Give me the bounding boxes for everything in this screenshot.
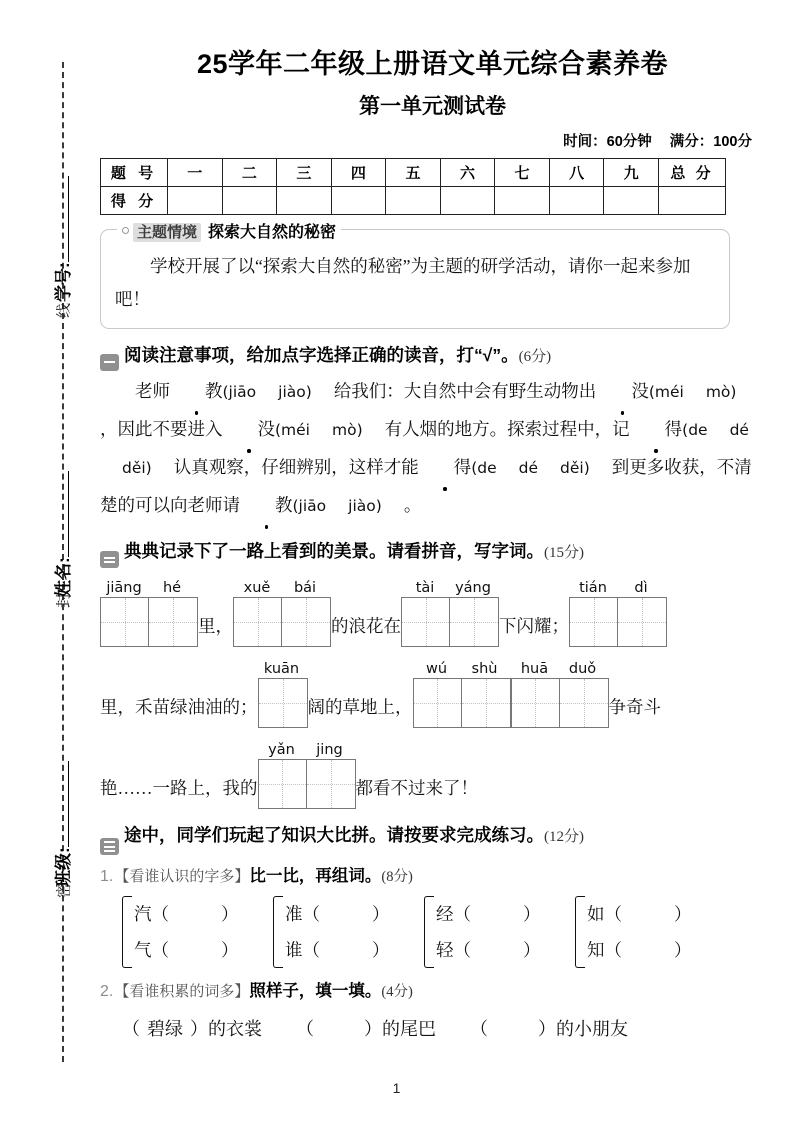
writing-row xyxy=(100,742,765,809)
pinyin-option[interactable]: dé xyxy=(729,420,749,439)
tianzige-cell[interactable] xyxy=(512,679,560,727)
subquestion-2-number: 2. xyxy=(100,983,114,1001)
tianzige-cells xyxy=(401,597,499,647)
subquestion-1-text: 比一比，再组词。 xyxy=(249,867,382,886)
tianzige-block xyxy=(569,580,667,647)
passage-text: ，因此不要进入 xyxy=(100,418,223,439)
subquestion-2-tag: 【看谁积累的词多】 xyxy=(114,984,250,1001)
seal-field-student-id-label: 学号: xyxy=(54,262,73,302)
seal-word-feng: 封 xyxy=(55,593,73,609)
pinyin-syllable: huā xyxy=(520,661,549,678)
character-pair-groups xyxy=(100,896,765,968)
score-table-col-3: 三 xyxy=(277,159,332,187)
tianzige-cell[interactable] xyxy=(259,760,307,808)
brace-icon xyxy=(424,896,434,968)
pinyin-option[interactable]: děi) xyxy=(122,458,152,477)
writing-row-text: 里，禾苗绿油油的； xyxy=(100,697,258,718)
pinyin-hint xyxy=(569,580,667,597)
pinyin-syllable: tài xyxy=(415,580,435,597)
pinyin-syllable: shù xyxy=(471,661,498,678)
score-table-col-7: 七 xyxy=(495,159,550,187)
closing-paren: ） xyxy=(221,904,239,925)
character-label: 汽（ xyxy=(134,904,169,925)
pinyin-hint xyxy=(413,661,511,678)
score-cell-5[interactable] xyxy=(386,187,441,215)
subquestion-1-heading xyxy=(100,862,765,886)
pinyin-option[interactable]: (méi xyxy=(648,382,684,401)
score-table-col-6: 六 xyxy=(440,159,495,187)
pinyin-syllable: xuě xyxy=(243,580,271,597)
exam-total-label: 满分：100分 xyxy=(669,134,752,150)
score-table-row-label-1: 得 分 xyxy=(101,187,168,215)
fill-in-item xyxy=(122,1015,262,1041)
pinyin-syllable: kuān xyxy=(263,661,300,678)
passage-text: 到更多收获，不清楚的可以向老师请 xyxy=(100,456,752,515)
seal-field-class-label: 班级: xyxy=(54,847,73,887)
section-badge-1-icon xyxy=(100,354,119,371)
writing-row-text: 争奇斗 xyxy=(608,697,661,718)
character-label: 气（ xyxy=(134,940,169,961)
section-title-3: 途中，同学们玩起了知识大比拼。请按要求完成练习。 xyxy=(124,825,544,846)
closing-paren: ） xyxy=(372,940,390,961)
character-pair-group xyxy=(273,896,424,968)
pinyin-hint xyxy=(511,661,609,678)
section-title-1: 阅读注意事项，给加点字选择正确的读音，打“√”。 xyxy=(124,345,519,365)
tianzige-cell[interactable] xyxy=(414,679,462,727)
tianzige-cells xyxy=(100,597,198,647)
table-row-scores xyxy=(101,187,726,215)
character-label: 知（ xyxy=(587,940,622,961)
tianzige-block xyxy=(233,580,331,647)
pinyin-syllable: wú xyxy=(425,661,448,678)
tianzige-cell[interactable] xyxy=(307,760,355,808)
seal-word-xian: 线 xyxy=(55,303,73,319)
pinyin-writing-area xyxy=(100,580,765,809)
tianzige-block xyxy=(100,580,198,647)
seal-field-name xyxy=(49,447,73,597)
tianzige-cells xyxy=(413,678,511,728)
score-table-col-9: 九 xyxy=(604,159,659,187)
writing-row-text: 下闪耀； xyxy=(499,616,569,637)
table-row-question-numbers xyxy=(101,159,726,187)
character-label: 轻（ xyxy=(436,940,471,961)
theme-situation-tag: 主题情境 xyxy=(133,223,201,242)
character-pair-line[interactable] xyxy=(134,932,239,968)
pinyin-option[interactable]: mò) xyxy=(332,420,363,439)
score-table-col-5: 五 xyxy=(386,159,441,187)
seal-field-student-id xyxy=(49,152,73,302)
pinyin-option[interactable]: dé xyxy=(518,458,539,477)
score-cell-2[interactable] xyxy=(222,187,277,215)
seal-word-mi: 密 xyxy=(55,883,73,899)
subquestion-2-points: (4分) xyxy=(381,984,413,1001)
theme-situation-header xyxy=(117,219,341,242)
writing-row xyxy=(100,580,765,647)
tianzige-cell[interactable] xyxy=(402,598,450,646)
score-cell-total[interactable] xyxy=(659,187,726,215)
seal-field-class xyxy=(49,737,73,887)
opening-paren: （ xyxy=(470,1019,488,1040)
tianzige-cell[interactable] xyxy=(149,598,197,646)
writing-row-text: 阔的草地上， xyxy=(307,697,413,718)
subquestion-2-text: 照样子，填一填。 xyxy=(249,982,382,1001)
tianzige-cell[interactable] xyxy=(282,598,330,646)
pinyin-option[interactable]: (de xyxy=(682,420,708,439)
writing-row-text: 艳……一路上，我的 xyxy=(100,778,258,799)
writing-row-text: 都看不过来了！ xyxy=(355,778,478,799)
pinyin-option[interactable]: (jiāo xyxy=(222,382,257,401)
passage-text: 有人烟的地方。探索过程中，记 xyxy=(384,418,630,439)
fill-in-noun: ）的衣裳 xyxy=(190,1019,262,1040)
pinyin-syllable: yǎn xyxy=(268,742,295,759)
score-table-col-8: 八 xyxy=(549,159,604,187)
character-label: 谁（ xyxy=(285,940,320,961)
character-label: 经（ xyxy=(436,904,471,925)
score-cell-6[interactable] xyxy=(440,187,495,215)
page-title: 25学年二年级上册语文单元综合素养卷 xyxy=(196,49,669,79)
score-table-col-total: 总 分 xyxy=(659,159,726,187)
section-badge-2-icon xyxy=(100,551,119,568)
pinyin-hint xyxy=(100,580,198,597)
section-heading-2 xyxy=(100,538,765,567)
tianzige-cells xyxy=(258,759,356,809)
section-heading-3 xyxy=(100,822,765,853)
fill-in-noun: ）的尾巴 xyxy=(364,1019,436,1040)
character-pair-lines xyxy=(587,896,692,968)
tianzige-cell[interactable] xyxy=(618,598,666,646)
pinyin-syllable: hé xyxy=(162,580,182,597)
fill-in-noun: ）的小朋友 xyxy=(538,1019,628,1040)
score-table-col-1: 一 xyxy=(168,159,223,187)
pinyin-hint xyxy=(258,661,308,678)
tianzige-cell[interactable] xyxy=(234,598,282,646)
score-table-row-label-0: 题 号 xyxy=(101,159,168,187)
theme-situation-name: 探索大自然的秘密 xyxy=(208,224,337,241)
subquestion-1-points: (8分) xyxy=(381,869,413,886)
pinyin-syllable: tián xyxy=(579,580,607,597)
page-number: 1 xyxy=(392,1080,401,1096)
tianzige-cells xyxy=(569,597,667,647)
dotted-character: 教 xyxy=(170,373,223,410)
section-points-1: (6分) xyxy=(518,349,552,365)
character-pair-group xyxy=(575,896,726,968)
fill-in-item xyxy=(470,1015,628,1041)
score-cell-4[interactable] xyxy=(331,187,386,215)
score-table-col-4: 四 xyxy=(331,159,386,187)
theme-situation-box xyxy=(100,224,730,329)
writing-row xyxy=(100,661,765,728)
section-points-3: (12分) xyxy=(544,829,584,846)
brace-icon xyxy=(122,896,132,968)
circle-icon xyxy=(122,227,129,234)
tianzige-block xyxy=(413,661,511,728)
pinyin-syllable: jing xyxy=(316,742,343,759)
character-pair-line[interactable] xyxy=(436,932,541,968)
fill-in-item xyxy=(296,1015,436,1041)
closing-paren: ） xyxy=(674,904,692,925)
tianzige-block xyxy=(258,742,356,809)
dotted-character: 得 xyxy=(630,411,683,448)
score-cell-7[interactable] xyxy=(495,187,550,215)
subquestion-1-number: 1. xyxy=(100,868,114,886)
opening-paren: （ xyxy=(122,1019,140,1040)
brace-icon xyxy=(575,896,585,968)
closing-paren: ） xyxy=(523,940,541,961)
score-cell-1[interactable] xyxy=(168,187,223,215)
opening-paren: （ xyxy=(296,1019,314,1040)
pinyin-option[interactable]: (jiāo xyxy=(292,496,327,515)
character-pair-line[interactable] xyxy=(285,932,390,968)
seal-field-name-label: 姓名: xyxy=(54,557,73,597)
pinyin-option[interactable]: mò) xyxy=(705,382,737,401)
closing-paren: ） xyxy=(221,940,239,961)
pinyin-syllable: yáng xyxy=(455,580,491,597)
tianzige-cell[interactable] xyxy=(450,598,498,646)
pinyin-option[interactable]: (de xyxy=(471,458,497,477)
subquestion-2-heading xyxy=(100,977,765,1001)
tianzige-cell[interactable] xyxy=(462,679,510,727)
pinyin-syllable: dì xyxy=(634,580,648,597)
writing-row-text: 里， xyxy=(198,616,233,637)
brace-icon xyxy=(273,896,283,968)
tianzige-cell[interactable] xyxy=(570,598,618,646)
theme-situation-body: 学校开展了以“探索大自然的秘密”为主题的研学活动，请你一起来参加吧！ xyxy=(115,256,691,309)
passage-text: 给我们：大自然中会有野生动物出 xyxy=(333,380,597,401)
seal-field-class-line xyxy=(51,761,69,847)
tianzige-block xyxy=(511,661,609,728)
section-badge-3-icon xyxy=(100,838,119,855)
score-cell-9[interactable] xyxy=(604,187,659,215)
pinyin-option[interactable]: jiào) xyxy=(348,496,382,515)
character-label: 准（ xyxy=(285,904,320,925)
pinyin-hint xyxy=(401,580,499,597)
section-heading-1 xyxy=(100,342,765,369)
exam-sheet xyxy=(100,0,765,1121)
score-table-col-2: 二 xyxy=(222,159,277,187)
tianzige-cells xyxy=(511,678,609,728)
dotted-character: 没 xyxy=(596,373,649,410)
dotted-character: 得 xyxy=(419,449,472,486)
fill-in-blank-row xyxy=(100,1015,765,1041)
character-label: 如（ xyxy=(587,904,622,925)
character-pair-lines xyxy=(436,896,541,968)
pinyin-option[interactable]: (méi xyxy=(275,420,310,439)
pinyin-syllable: duǒ xyxy=(568,661,597,678)
closing-paren: ） xyxy=(523,904,541,925)
pinyin-hint xyxy=(233,580,331,597)
score-cell-8[interactable] xyxy=(549,187,604,215)
tianzige-block xyxy=(258,661,308,728)
score-table xyxy=(100,158,726,215)
pinyin-hint xyxy=(258,742,356,759)
tianzige-cell[interactable] xyxy=(560,679,608,727)
character-pair-line[interactable] xyxy=(436,896,541,932)
character-pair-lines xyxy=(285,896,390,968)
reading-passage xyxy=(100,373,765,525)
tianzige-cells xyxy=(233,597,331,647)
subquestion-1-tag: 【看谁认识的字多】 xyxy=(114,869,250,886)
character-pair-lines xyxy=(134,896,239,968)
fill-in-answer[interactable]: 碧绿 xyxy=(147,1019,183,1040)
exam-meta xyxy=(100,130,765,151)
seal-margin xyxy=(0,0,100,1121)
writing-row-text: 的浪花在 xyxy=(331,616,401,637)
character-pair-group xyxy=(122,896,273,968)
tianzige-cell[interactable] xyxy=(259,679,307,727)
page-subtitle: 第一单元测试卷 xyxy=(359,95,506,118)
pinyin-syllable: jiāng xyxy=(106,580,142,597)
dotted-character: 教 xyxy=(240,487,293,524)
closing-paren: ） xyxy=(372,904,390,925)
seal-field-student-id-line xyxy=(51,176,69,262)
character-pair-line[interactable] xyxy=(587,896,692,932)
passage-text: 。 xyxy=(403,494,422,515)
pinyin-syllable: bái xyxy=(293,580,317,597)
passage-text: 老师 xyxy=(135,380,170,401)
tianzige-block xyxy=(401,580,499,647)
seal-field-name-line xyxy=(51,471,69,557)
character-pair-line[interactable] xyxy=(134,896,239,932)
character-pair-line[interactable] xyxy=(587,932,692,968)
score-cell-3[interactable] xyxy=(277,187,332,215)
character-pair-group xyxy=(424,896,575,968)
tianzige-cell[interactable] xyxy=(101,598,149,646)
exam-time-label: 时间：60分钟 xyxy=(563,134,652,150)
pinyin-option[interactable]: děi) xyxy=(560,458,590,477)
pinyin-option[interactable]: jiào) xyxy=(278,382,312,401)
section-points-2: (15分) xyxy=(544,544,584,561)
closing-paren: ） xyxy=(674,940,692,961)
section-title-2: 典典记录下了一路上看到的美景。请看拼音，写字词。 xyxy=(124,540,544,561)
character-pair-line[interactable] xyxy=(285,896,390,932)
dotted-character: 没 xyxy=(223,411,276,448)
tianzige-cells xyxy=(258,678,308,728)
passage-text: 认真观察，仔细辨别，这样才能 xyxy=(173,456,419,477)
